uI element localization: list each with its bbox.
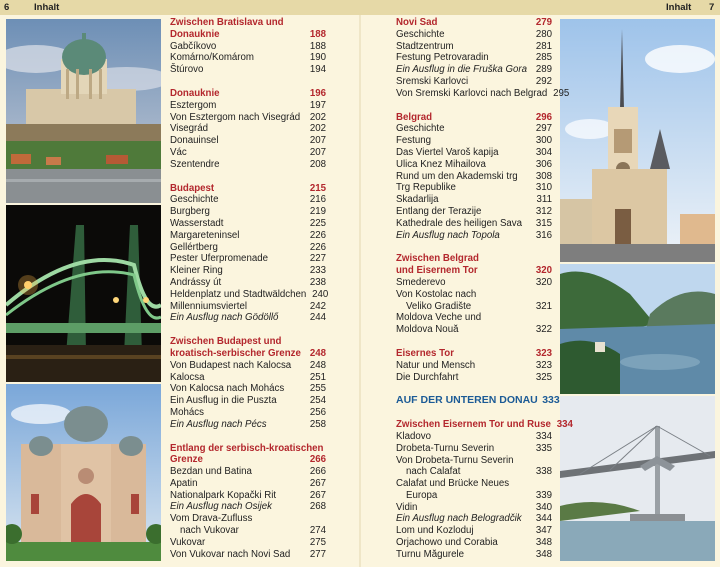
toc-entry-page: 233 [309, 265, 326, 277]
toc-entry[interactable] [170, 443, 326, 455]
toc-entry-title: Bezdan und Batina [170, 466, 252, 478]
toc-entry-page: 306 [535, 158, 552, 170]
toc-entry-page [530, 312, 552, 324]
toc-entry-page: 275 [309, 536, 326, 548]
toc-entry-title: Kathedrale des heiligen Sava [396, 217, 523, 229]
page-number-left: 6 [4, 2, 10, 13]
toc-entry[interactable] [396, 123, 552, 135]
toc-entry-title: Rund um den Akademski trg [396, 170, 518, 182]
toc-entry-title: Margareteninsel [170, 229, 240, 241]
toc-entry[interactable] [396, 277, 552, 289]
toc-entry-title: Novi Sad [396, 17, 438, 28]
toc-entry-page: 321 [535, 300, 552, 312]
toc-entry[interactable] [170, 64, 326, 76]
toc-entry[interactable] [170, 159, 326, 171]
toc-entry[interactable] [396, 253, 552, 265]
toc-entry[interactable] [396, 312, 552, 324]
toc-entry-title: Zwischen Belgrad [396, 253, 479, 265]
toc-entry-title: Zwischen Bratislava und [170, 17, 284, 28]
toc-entry-page: 348 [535, 548, 552, 560]
section-gap [170, 171, 326, 183]
toc-entry-title: Donauinsel [170, 135, 219, 147]
photo-esztergom-basilica [6, 19, 161, 203]
toc-entry-title: Nationalpark Kopački Rit [170, 489, 277, 501]
toc-entry-title: Von Vukovar nach Novi Sad [170, 548, 291, 560]
toc-entry[interactable] [170, 253, 326, 265]
toc-entry-page: 308 [535, 170, 552, 182]
toc-entry[interactable] [396, 455, 552, 467]
toc-entry-title: Kleiner Ring [170, 265, 223, 277]
toc-entry[interactable] [170, 372, 326, 384]
toc-entry[interactable] [396, 537, 552, 549]
toc-entry[interactable] [396, 265, 552, 277]
toc-entry-page: 215 [309, 182, 326, 194]
toc-entry-page: 197 [309, 99, 326, 111]
toc-entry-page: 256 [309, 406, 326, 418]
toc-entry-title: Ein Ausflug nach Belogradčik [396, 513, 522, 525]
toc-entry-title: Europa [406, 489, 438, 501]
toc-entry[interactable] [170, 52, 326, 64]
toc-entry-page: 202 [309, 123, 326, 135]
toc-entry-title: AUF DER UNTEREN DONAU [396, 394, 538, 407]
page-number-right: 7 [709, 2, 715, 13]
toc-entry-title: Von Budapest nach Kalocsa [170, 359, 292, 371]
toc-entry[interactable] [396, 324, 552, 336]
toc-entry-page: 207 [309, 146, 326, 158]
toc-entry[interactable] [396, 549, 552, 561]
toc-entry[interactable] [170, 288, 329, 301]
toc-entry-page: 289 [535, 64, 552, 76]
toc-entry-title: Drobeta-Turnu Severin [396, 442, 495, 454]
toc-entry-page: 190 [309, 52, 326, 64]
toc-column-right [396, 17, 573, 561]
toc-entry-title: Vukovar [170, 536, 206, 548]
toc-entry-page: 196 [309, 87, 326, 99]
toc-entry[interactable] [170, 194, 326, 206]
toc-entry[interactable] [396, 17, 552, 29]
toc-entry-page: 315 [535, 217, 552, 229]
toc-entry-title: Budapest [170, 182, 215, 194]
toc-entry-title: Das Viertel Varoš kapija [396, 146, 499, 158]
toc-entry-page [304, 336, 326, 348]
toc-entry-title: Štúrovo [170, 64, 204, 76]
toc-entry-title: Festung [396, 135, 432, 147]
toc-entry[interactable] [170, 29, 326, 41]
toc-entry[interactable] [396, 394, 560, 407]
toc-entry-page: 188 [309, 40, 326, 52]
toc-entry-title: Orjachowo und Corabia [396, 537, 498, 549]
toc-entry-title: Stadtzentrum [396, 40, 454, 52]
photo-budapest-bridge-night [6, 205, 161, 382]
toc-entry[interactable] [396, 206, 552, 218]
photo-danube-gorge [560, 264, 715, 394]
toc-entry[interactable] [396, 513, 552, 525]
toc-entry-page: 266 [309, 466, 326, 478]
toc-entry-title: Calafat und Brücke Neues [396, 478, 510, 490]
toc-entry[interactable] [396, 147, 552, 159]
toc-entry[interactable] [170, 466, 326, 478]
toc-entry-page: 188 [309, 28, 326, 40]
toc-entry-page: 348 [535, 537, 552, 549]
section-gap [396, 100, 552, 112]
toc-entry-title: Die Durchfahrt [396, 371, 459, 383]
toc-entry-title: Von Esztergom nach Visegrád [170, 111, 301, 123]
toc-entry-title: Grenze [170, 454, 203, 466]
toc-entry[interactable] [170, 277, 326, 289]
toc-entry[interactable] [170, 88, 326, 100]
toc-entry-page: 268 [309, 501, 326, 513]
toc-entry[interactable] [170, 183, 326, 195]
toc-entry-title: Trg Republike [396, 182, 456, 194]
toc-entry[interactable] [396, 372, 552, 384]
toc-entry[interactable] [170, 242, 326, 254]
toc-entry-title: Visegrád [170, 123, 209, 135]
section-gap [396, 407, 552, 419]
toc-entry[interactable] [170, 549, 326, 561]
toc-entry-title: Moldova Nouă [396, 324, 459, 336]
header-bar-right [360, 0, 720, 15]
toc-entry[interactable] [396, 171, 552, 183]
toc-entry-title: Millenniumsviertel [170, 300, 247, 312]
toc-entry-title: Donauknie [170, 87, 220, 99]
toc-entry-title: Von Sremski Karlovci nach Belgrad [396, 87, 548, 99]
toc-entry-page: 207 [309, 135, 326, 147]
toc-entry[interactable] [396, 466, 552, 478]
toc-entry[interactable] [396, 29, 552, 41]
toc-entry-title: Geschichte [396, 28, 445, 40]
toc-entry-page: 340 [535, 501, 552, 513]
toc-entry[interactable] [170, 454, 326, 466]
toc-entry-title: Kalocsa [170, 371, 205, 383]
toc-entry-page: 312 [535, 205, 552, 217]
toc-entry-page: 311 [536, 194, 552, 206]
toc-entry-title: Turnu Măgurele [396, 548, 465, 560]
toc-entry-page: 339 [535, 489, 552, 501]
toc-entry[interactable] [170, 206, 326, 218]
toc-entry-page: 238 [309, 276, 326, 288]
toc-entry-title: Vidin [396, 501, 418, 513]
toc-entry-page: 325 [535, 371, 552, 383]
toc-entry-title: nach Calafat [406, 466, 461, 478]
toc-entry-title: Belgrad [396, 111, 433, 123]
toc-entry-page: 208 [309, 158, 326, 170]
toc-entry-title: Moldova Veche und [396, 312, 482, 324]
toc-entry[interactable] [396, 360, 552, 372]
toc-entry-page: 225 [309, 217, 326, 229]
toc-entry-page: 279 [535, 17, 552, 28]
toc-entry[interactable] [170, 336, 326, 348]
toc-entry-title: Ein Ausflug nach Osijek [170, 501, 272, 513]
toc-entry[interactable] [170, 490, 326, 502]
toc-entry-page [304, 513, 326, 525]
toc-entry-page: 344 [535, 513, 552, 525]
toc-entry[interactable] [396, 502, 552, 514]
toc-entry-page: 277 [309, 548, 326, 560]
toc-entry[interactable] [170, 525, 326, 537]
toc-entry[interactable] [396, 182, 552, 194]
toc-entry-page: 310 [535, 182, 552, 194]
toc-entry-page: 202 [309, 111, 326, 123]
toc-entry-title: Von Kostolac nach [396, 288, 477, 300]
toc-entry-title: Natur und Mensch [396, 359, 476, 371]
toc-entry[interactable] [396, 159, 552, 171]
toc-entry-page: 194 [309, 64, 326, 76]
toc-entry[interactable] [170, 301, 326, 313]
toc-entry-page: 254 [309, 395, 326, 407]
section-gap [170, 431, 326, 443]
toc-entry-title: Entlang der Terazije [396, 205, 482, 217]
toc-entry[interactable] [396, 41, 552, 53]
toc-entry-page: 240 [312, 288, 329, 300]
toc-entry-title: Esztergom [170, 99, 217, 111]
toc-entry[interactable] [170, 395, 326, 407]
toc-entry-page: 280 [535, 28, 552, 40]
toc-entry-title: Geschichte [396, 123, 445, 135]
toc-entry-page: 323 [535, 347, 552, 359]
toc-entry-page: 335 [535, 442, 552, 454]
toc-entry-page: 296 [535, 111, 552, 123]
toc-entry-page: 316 [535, 229, 552, 241]
toc-entry[interactable] [170, 135, 326, 147]
toc-entry-page: 334 [535, 430, 552, 442]
toc-entry[interactable] [396, 218, 552, 230]
toc-entry-page: 248 [309, 359, 326, 371]
section-gap [396, 241, 552, 253]
toc-entry[interactable] [170, 41, 326, 53]
toc-entry-page: 297 [535, 123, 552, 135]
section-gap [170, 324, 326, 336]
toc-entry-title: Burgberg [170, 206, 210, 218]
toc-entry[interactable] [170, 513, 326, 525]
header-bar-left [0, 0, 360, 15]
toc-entry-page: 281 [535, 40, 552, 52]
toc-entry-title: Veliko Gradište [406, 300, 472, 312]
toc-entry-title: Heldenplatz und Stadtwäldchen [170, 288, 307, 300]
toc-entry-page: 300 [535, 135, 552, 147]
toc-entry-title: Ein Ausflug in die Fruška Gora [396, 64, 528, 76]
toc-entry[interactable] [170, 265, 326, 277]
toc-entry-title: Komárno/Komárom [170, 52, 254, 64]
toc-entry-page: 258 [309, 418, 326, 430]
toc-entry-title: nach Vukovar [180, 525, 239, 537]
toc-entry-page: 226 [309, 229, 326, 241]
toc-entry-page: 216 [309, 194, 326, 206]
toc-entry[interactable] [396, 419, 573, 431]
photo-novi-sad-cathedral [560, 19, 715, 262]
toc-entry-title: Smederevo [396, 276, 446, 288]
toc-entry-title: Skadarlija [396, 194, 439, 206]
toc-entry-page: 242 [309, 300, 326, 312]
toc-entry-title: kroatisch-serbischer Grenze [170, 347, 301, 359]
toc-entry-page: 227 [309, 253, 326, 265]
toc-entry[interactable] [396, 230, 552, 242]
toc-entry-page: 333 [542, 394, 560, 407]
toc-entry[interactable] [170, 419, 326, 431]
toc-entry-page [530, 455, 552, 467]
toc-entry[interactable] [170, 360, 326, 372]
toc-entry-page: 267 [309, 489, 326, 501]
toc-entry-title: Entlang der serbisch-kroatischen [170, 442, 324, 454]
toc-entry[interactable] [170, 312, 326, 324]
page-gutter [359, 15, 361, 567]
toc-entry[interactable] [396, 348, 552, 360]
toc-entry-title: Gabčíkovo [170, 40, 217, 52]
toc-entry-title: Donauknie [170, 28, 220, 40]
toc-entry-title: Pester Uferpromenade [170, 253, 269, 265]
toc-entry[interactable] [396, 478, 552, 490]
toc-entry[interactable] [170, 501, 326, 513]
toc-entry-page: 304 [535, 146, 552, 158]
toc-entry-title: Ulica Knez Mihailova [396, 158, 486, 170]
section-gap [170, 76, 326, 88]
toc-entry-page: 334 [556, 419, 573, 431]
toc-entry-page [323, 443, 345, 455]
toc-entry[interactable] [396, 289, 552, 301]
toc-entry-page: 266 [309, 454, 326, 466]
toc-entry[interactable] [396, 431, 552, 443]
toc-entry[interactable] [396, 64, 552, 76]
toc-entry-page [530, 253, 552, 265]
toc-entry[interactable] [396, 76, 552, 88]
toc-entry-title: Kladovo [396, 430, 432, 442]
toc-entry-title: Szentendre [170, 158, 220, 170]
header-title-left: Inhalt [34, 2, 60, 13]
toc-entry-page: 338 [535, 466, 552, 478]
toc-entry[interactable] [170, 100, 326, 112]
toc-entry[interactable] [396, 135, 552, 147]
toc-entry-page: 347 [535, 525, 552, 537]
toc-entry-title: Wasserstadt [170, 217, 224, 229]
header-title-right: Inhalt [666, 2, 692, 13]
toc-entry[interactable] [396, 52, 552, 64]
toc-entry[interactable] [396, 301, 552, 313]
toc-entry-title: Geschichte [170, 194, 219, 206]
toc-entry-title: Festung Petrovaradin [396, 52, 489, 64]
photo-serbian-church [6, 384, 161, 561]
photo-new-europe-bridge [560, 396, 715, 561]
toc-entry-page: 226 [309, 241, 326, 253]
toc-entry[interactable] [396, 525, 552, 537]
toc-entry-title: Mohács [170, 406, 204, 418]
toc-entry[interactable] [170, 478, 326, 490]
toc-entry[interactable] [170, 537, 326, 549]
toc-entry-page: 295 [553, 87, 570, 99]
toc-entry[interactable] [170, 230, 326, 242]
toc-entry-title: Von Drobeta-Turnu Severin [396, 454, 514, 466]
toc-entry-title: Apatin [170, 477, 198, 489]
toc-entry-page: 320 [535, 276, 552, 288]
toc-entry-title: Ein Ausflug nach Gödöllő [170, 312, 279, 324]
toc-entry[interactable] [170, 218, 326, 230]
toc-entry-page: 320 [535, 265, 552, 277]
section-gap [396, 336, 552, 348]
toc-entry-page: 255 [309, 383, 326, 395]
toc-entry-title: Sremski Karlovci [396, 75, 469, 87]
toc-entry[interactable] [170, 147, 326, 159]
toc-entry-page: 251 [309, 371, 326, 383]
toc-entry[interactable] [396, 194, 552, 206]
toc-entry[interactable] [170, 112, 326, 124]
toc-entry-page: 292 [535, 75, 552, 87]
toc-entry-page: 244 [309, 312, 326, 324]
toc-entry[interactable] [170, 17, 326, 29]
toc-entry-title: Gellértberg [170, 241, 218, 253]
toc-entry[interactable] [170, 383, 326, 395]
toc-entry-title: Eisernes Tor [396, 347, 454, 359]
toc-entry-title: Ein Ausflug nach Topola [396, 229, 500, 241]
toc-entry[interactable] [170, 348, 326, 360]
toc-entry[interactable] [396, 490, 552, 502]
toc-entry-title: Zwischen Budapest und [170, 336, 282, 348]
toc-entry-page: 248 [309, 347, 326, 359]
toc-entry-title: Lom und Kozloduj [396, 525, 474, 537]
toc-entry-page [530, 478, 552, 490]
toc-entry[interactable] [396, 112, 552, 124]
toc-entry-title: Zwischen Eisernem Tor und Ruse [396, 419, 551, 431]
toc-entry-page [530, 289, 552, 301]
toc-entry-title: Vác [170, 146, 187, 158]
toc-entry-page: 219 [309, 206, 326, 218]
toc-entry[interactable] [170, 407, 326, 419]
toc-entry-page: 323 [535, 359, 552, 371]
toc-entry-title: Vom Drava-Zufluss [170, 513, 253, 525]
toc-entry-title: Andrássy út [170, 276, 222, 288]
toc-entry-page: 285 [535, 52, 552, 64]
toc-entry-page: 322 [535, 324, 552, 336]
toc-entry-title: Ein Ausflug in die Puszta [170, 395, 277, 407]
toc-column-left [170, 17, 329, 560]
toc-entry-title: Ein Ausflug nach Pécs [170, 418, 267, 430]
toc-entry-page [304, 17, 326, 29]
toc-entry-page: 267 [309, 477, 326, 489]
toc-entry-title: und Eisernem Tor [396, 265, 478, 277]
toc-entry[interactable] [396, 87, 570, 100]
toc-entry[interactable] [170, 123, 326, 135]
toc-entry[interactable] [396, 443, 552, 455]
toc-entry-page: 274 [309, 525, 326, 537]
toc-entry-title: Von Kalocsa nach Mohács [170, 383, 285, 395]
